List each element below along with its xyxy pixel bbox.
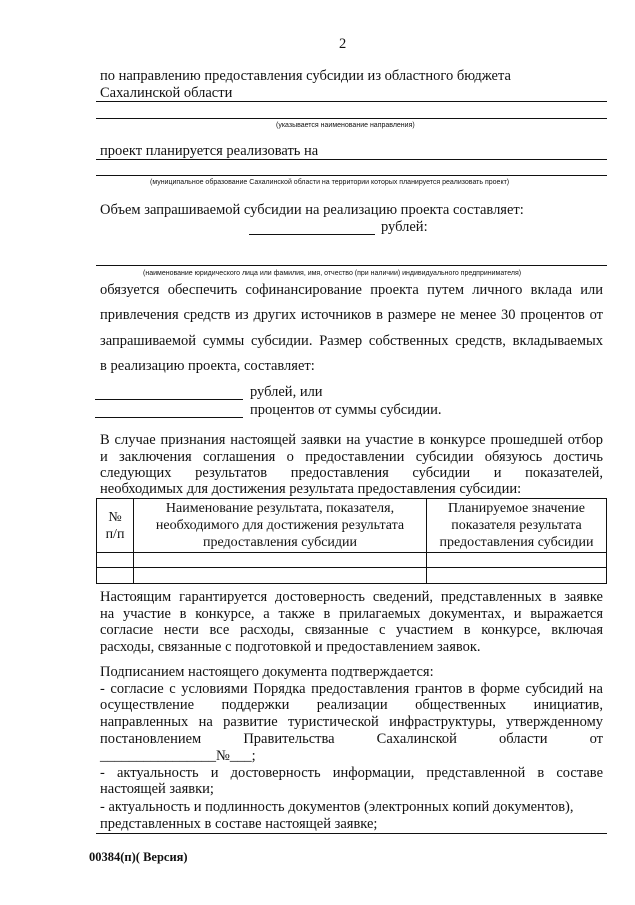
guarantee-line-3: согласие нести все расходы, связанные с участием в конкурсе, включая bbox=[100, 622, 603, 638]
table-cell[interactable] bbox=[134, 553, 427, 568]
table-header-result-name: Наименование результата, показателя, необходимого для достижения результата предоставления субсидии bbox=[134, 499, 427, 553]
table-row bbox=[97, 568, 607, 584]
results-line-4: необходимых для достижения результата предоставления субсидии: bbox=[100, 481, 522, 497]
footer-code: 00384(п)( Версия) bbox=[89, 850, 188, 864]
guarantee-line-1: Настоящим гарантируется достоверность сведений, представленных в заявке bbox=[100, 589, 603, 605]
table-header-row bbox=[97, 499, 607, 553]
confirm-line-1: - согласие с условиями Порядка предоставления грантов в форме субсидий на bbox=[100, 681, 603, 697]
cofinancing-line-2: привлечения средств из других источников в размере не менее 30 процентов от bbox=[100, 307, 603, 323]
municipality-text: проект планируется реализовать на bbox=[100, 143, 319, 159]
results-line-1: В случае признания настоящей заявки на участие в конкурсе прошедшей отбор bbox=[100, 432, 603, 448]
results-line-3: следующих результатов предоставления субсидии и показателей, bbox=[100, 465, 603, 481]
subsidy-amount-unit: рублей: bbox=[381, 219, 428, 235]
table-cell[interactable] bbox=[97, 568, 134, 584]
confirm-line-3: направленных на развитие туристической инфраструктуры, утвержденному bbox=[100, 714, 603, 730]
guarantee-line-2: на участие в конкурсе, а также в прилагаемых документах, и выражается bbox=[100, 606, 603, 622]
direction-caption: (указывается наименование направления) bbox=[276, 122, 415, 129]
direction-text-line1: по направлению предоставления субсидии из областного бюджета bbox=[100, 68, 511, 84]
confirm-line-4: постановлением Правительства Сахалинской области от bbox=[100, 731, 603, 747]
results-line-2: и заключения соглашения о предоставлении субсидии обязуюсь достичь bbox=[100, 449, 603, 465]
cofinancing-line-1: обязуется обеспечить софинансирование проекта путем личного вклада или bbox=[100, 282, 603, 298]
confirm-underline bbox=[96, 833, 607, 834]
cofinancing-line-3: запрашиваемой суммы субсидии. Размер собственных средств, вкладываемых bbox=[100, 333, 603, 349]
guarantee-line-4: расходы, связанные с подготовкой и предоставлением заявок. bbox=[100, 639, 481, 655]
percent-of-subsidy: процентов от суммы субсидии. bbox=[250, 402, 442, 418]
results-table bbox=[96, 498, 607, 584]
table-cell[interactable] bbox=[134, 568, 427, 584]
table-cell[interactable] bbox=[427, 553, 607, 568]
direction-text-line2: Сахалинской области bbox=[100, 85, 233, 101]
applicant-caption: (наименование юридического лица или фамилия, имя, отчество (при наличии) индивидуального предпринимателя) bbox=[143, 270, 522, 277]
direction-underline-2 bbox=[96, 118, 607, 119]
confirm-line-8: - актуальность и подлинность документов (электронных копий документов), bbox=[100, 799, 574, 815]
confirm-heading: Подписанием настоящего документа подтверждается: bbox=[100, 664, 434, 680]
confirm-line-2: осуществление поддержки реализации общественных инициатив, bbox=[100, 697, 603, 713]
table-cell[interactable] bbox=[427, 568, 607, 584]
confirm-line-9: представленных в составе настоящей заявке; bbox=[100, 816, 378, 832]
table-row bbox=[97, 553, 607, 568]
confirm-line-6: - актуальность и достоверность информации, представленной в составе bbox=[100, 765, 603, 781]
confirm-line-7: настоящей заявки; bbox=[100, 781, 214, 797]
municipality-caption: (муниципальное образование Сахалинской области на территории которых планируется реализовать проект) bbox=[150, 179, 510, 186]
municipality-underline-1 bbox=[96, 159, 607, 160]
applicant-underline bbox=[96, 265, 607, 266]
subsidy-amount-text: Объем запрашиваемой субсидии на реализацию проекта составляет: bbox=[100, 202, 524, 218]
rubles-blank bbox=[95, 399, 243, 400]
subsidy-amount-blank bbox=[249, 234, 375, 235]
percent-blank bbox=[95, 417, 243, 418]
table-header-number: № п/п bbox=[97, 499, 134, 553]
confirm-line-5: ________________№___; bbox=[100, 748, 256, 764]
municipality-underline-2 bbox=[96, 175, 607, 176]
table-cell[interactable] bbox=[97, 553, 134, 568]
rubles-or: рублей, или bbox=[250, 384, 323, 400]
page-number: 2 bbox=[339, 36, 347, 52]
cofinancing-line-4: в реализацию проекта, составляет: bbox=[100, 358, 315, 374]
table-header-planned-value: Планируемое значение показателя результата предоставления субсидии bbox=[427, 499, 607, 553]
direction-underline-1 bbox=[96, 101, 607, 102]
